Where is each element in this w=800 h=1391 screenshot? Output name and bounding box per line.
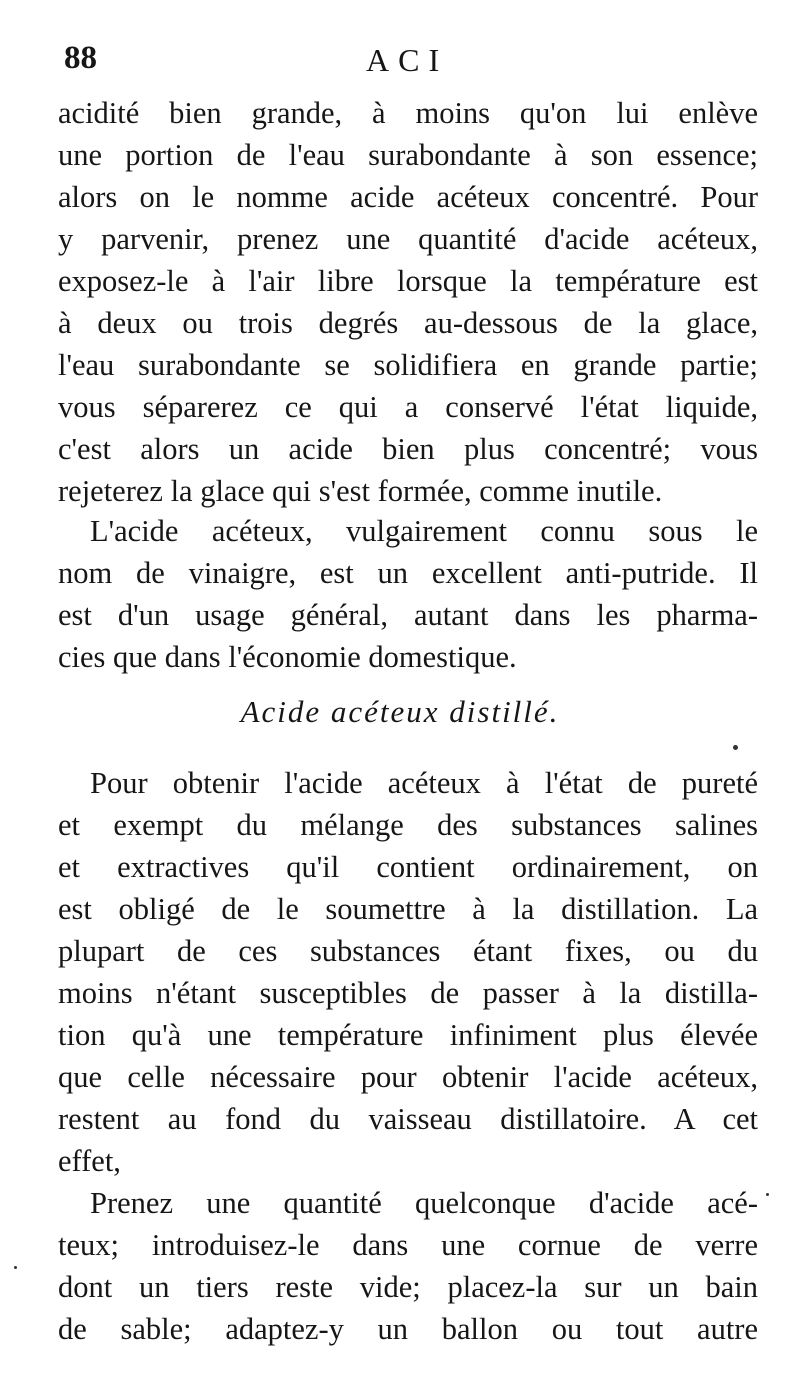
text-line: l'eau surabondante se solidifiera en grande partie; (58, 348, 758, 382)
running-head: ACI (366, 42, 449, 78)
text-line: alors on le nomme acide acéteux concentré. Pour (58, 180, 758, 214)
text-line: et exempt du mélange des substances salines (58, 808, 758, 842)
text-line: plupart de ces substances étant fixes, ou du (58, 934, 758, 968)
text-line: dont un tiers reste vide; placez-la sur un bain (58, 1270, 758, 1304)
text-line: L'acide acéteux, vulgairement connu sous le (90, 514, 758, 548)
print-speck (733, 745, 738, 750)
print-speck (766, 1193, 769, 1196)
text-line: effet, (58, 1144, 121, 1178)
print-speck (14, 1266, 17, 1269)
text-line: acidité bien grande, à moins qu'on lui enlève (58, 96, 758, 130)
text-line: exposez-le à l'air libre lorsque la température est (58, 264, 758, 298)
text-line: Pour obtenir l'acide acéteux à l'état de pureté (90, 766, 758, 800)
text-line: cies que dans l'économie domestique. (58, 640, 517, 674)
text-line: de sable; adaptez-y un ballon ou tout autre (58, 1312, 758, 1346)
text-line: teux; introduisez-le dans une cornue de verre (58, 1228, 758, 1262)
text-line: nom de vinaigre, est un excellent anti-putride. Il (58, 556, 758, 590)
text-line: tion qu'à une température infiniment plus élevée (58, 1018, 758, 1052)
text-line: rejeterez la glace qui s'est formée, comme inutile. (58, 474, 663, 508)
text-line: Prenez une quantité quelconque d'acide acé- (90, 1186, 758, 1220)
section-title: Acide acéteux distillé. (240, 694, 560, 729)
text-line: restent au fond du vaisseau distillatoire. A cet (58, 1102, 758, 1136)
text-line: y parvenir, prenez une quantité d'acide acéteux, (58, 222, 758, 256)
text-line: est obligé de le soumettre à la distillation. La (58, 892, 758, 926)
text-line: une portion de l'eau surabondante à son essence; (58, 138, 758, 172)
text-line: et extractives qu'il contient ordinairement, on (58, 850, 758, 884)
text-line: est d'un usage général, autant dans les pharma- (58, 598, 758, 632)
text-line: vous séparerez ce qui a conservé l'état liquide, (58, 390, 758, 424)
page-header (58, 40, 758, 90)
text-line: que celle nécessaire pour obtenir l'acide acéteux, (58, 1060, 758, 1094)
text-line: c'est alors un acide bien plus concentré; vous (58, 432, 758, 466)
page-number: 88 (64, 40, 97, 76)
text-line: à deux ou trois degrés au-dessous de la glace, (58, 306, 758, 340)
text-line: moins n'étant susceptibles de passer à la distilla- (58, 976, 758, 1010)
